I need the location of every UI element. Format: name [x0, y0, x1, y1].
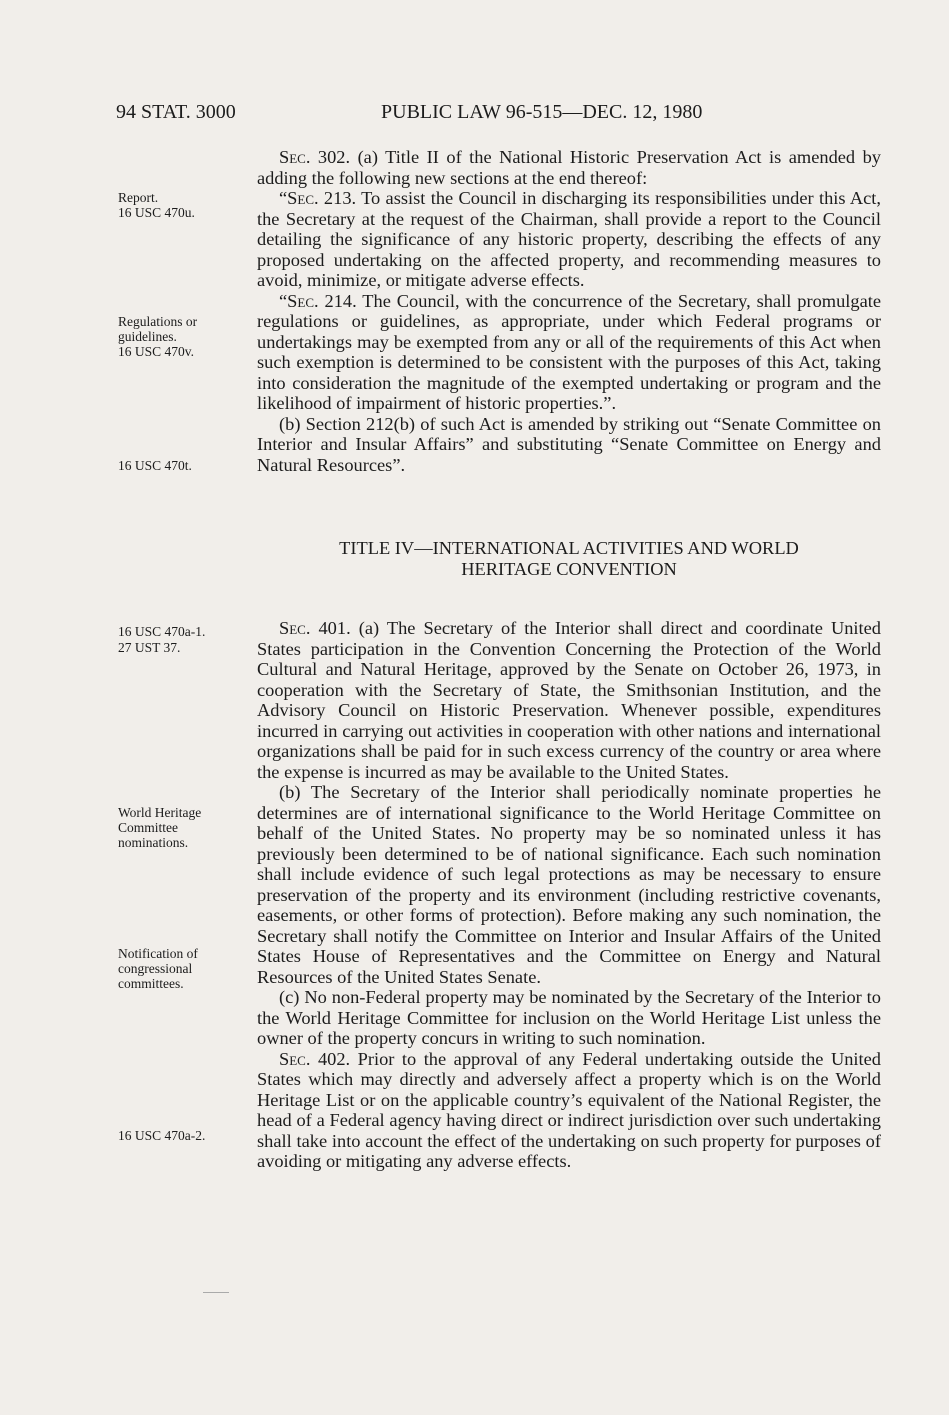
- margin-note-line: Notification of: [118, 946, 198, 961]
- margin-note-line: Report.: [118, 190, 159, 205]
- section-401-text: [257, 618, 881, 1172]
- paragraph: “Sec. 214. The Council, with the concurrence of the Secretary, shall promulgate regulations or guidelines, as appropriate, under which Federal programs or undertakings may be exempted from any or all of the requirements of this Act when such exemption is determined to be consistent with the purposes of this Act, taking into consideration the magnitude of the exempted undertaking or program and the likelihood of impairment of historic properties.”.: [257, 290, 881, 413]
- section-302-text: [257, 147, 881, 475]
- margin-note-line: 27 UST 37.: [118, 640, 181, 655]
- margin-note-line: nominations.: [118, 835, 189, 850]
- paragraph: (c) No non-Federal property may be nominated by the Secretary of the Interior to the World Heritage Committee for inclusion on the World Heritage List unless the owner of the property concurs in writing to such nomination.: [257, 987, 881, 1048]
- margin-note-line: 16 USC 470a-2.: [118, 1128, 206, 1143]
- paragraph: (b) The Secretary of the Interior shall periodically nominate properties he determines are of international significance to the World Heritage Committee on behalf of the United States. No property may be so nominated unless it has previously been determined to be of national significance. Each such nomination shall include evidence of such legal protections as may be necessary to ensure preservation of the property and its environment (including restrictive covenants, easements, or other forms of protection). Before making any such nomination, the Secretary shall notify the Committee on Interior and Insular Affairs of the United States House of Representatives and the Committee on Energy and Natural Resources of the United States Senate.: [257, 782, 881, 987]
- margin-note: [118, 458, 248, 473]
- margin-note: [118, 190, 248, 220]
- margin-note-line: 16 USC 470a-1.: [118, 624, 206, 639]
- margin-note: [118, 946, 248, 991]
- paragraph: Sec. 402. Prior to the approval of any Federal undertaking outside the United States which may directly and adversely affect a property which is on the World Heritage List or on the applicable country’s equivalent of the National Register, the head of a Federal agency having direct or indirect jurisdiction over such undertaking shall take into account the effect of the undertaking on such property for purposes of avoiding or mitigating any adverse effects.: [257, 1048, 881, 1171]
- margin-note: [118, 640, 248, 655]
- paragraph: “Sec. 213. To assist the Council in discharging its responsibilities under this Act, the Secretary at the request of the Chairman, shall provide a report to the Council detailing the significance of any historic property, describing the effects of any proposed undertaking on the affected property, and recommending measures to avoid, minimize, or mitigate adverse effects.: [257, 188, 881, 290]
- margin-note: [118, 314, 248, 359]
- margin-note-line: World Heritage: [118, 805, 202, 820]
- margin-note: [118, 624, 248, 639]
- margin-note: [118, 1128, 248, 1143]
- margin-note-line: committees.: [118, 976, 184, 991]
- public-law-heading: PUBLIC LAW 96-515—DEC. 12, 1980: [381, 101, 703, 123]
- margin-note-line: 16 USC 470v.: [118, 344, 195, 359]
- margin-note-line: Committee: [118, 820, 178, 835]
- margin-note-line: 16 USC 470u.: [118, 205, 195, 220]
- page-rule: [203, 1292, 229, 1293]
- margin-note-line: Regulations or: [118, 314, 198, 329]
- margin-note: [118, 805, 248, 850]
- margin-note-line: congressional: [118, 961, 193, 976]
- heading-line: HERITAGE CONVENTION: [461, 558, 677, 579]
- margin-note-line: guidelines.: [118, 329, 177, 344]
- stat-citation: 94 STAT. 3000: [116, 101, 236, 123]
- title-iv-heading: [257, 538, 881, 579]
- paragraph: Sec. 302. (a) Title II of the National Historic Preservation Act is amended by adding the following new sections at the end thereof:: [257, 147, 881, 188]
- paragraph: Sec. 401. (a) The Secretary of the Interior shall direct and coordinate United States participation in the Convention Concerning the Protection of the World Cultural and Natural Heritage, approved by the Senate on October 26, 1973, in cooperation with the Secretary of State, the Smithsonian Institution, and the Advisory Council on Historic Preservation. Whenever possible, expenditures incurred in carrying out activities in cooperation with other nations and international organizations shall be paid for in such excess currency of the country or area where the expense is incurred as may be available to the United States.: [257, 618, 881, 782]
- paragraph: (b) Section 212(b) of such Act is amended by striking out “Senate Committee on Interior and Insular Affairs” and substituting “Senate Committee on Energy and Natural Resources”.: [257, 413, 881, 475]
- heading-line: TITLE IV—INTERNATIONAL ACTIVITIES AND WORLD: [339, 538, 799, 558]
- margin-note-line: 16 USC 470t.: [118, 458, 192, 473]
